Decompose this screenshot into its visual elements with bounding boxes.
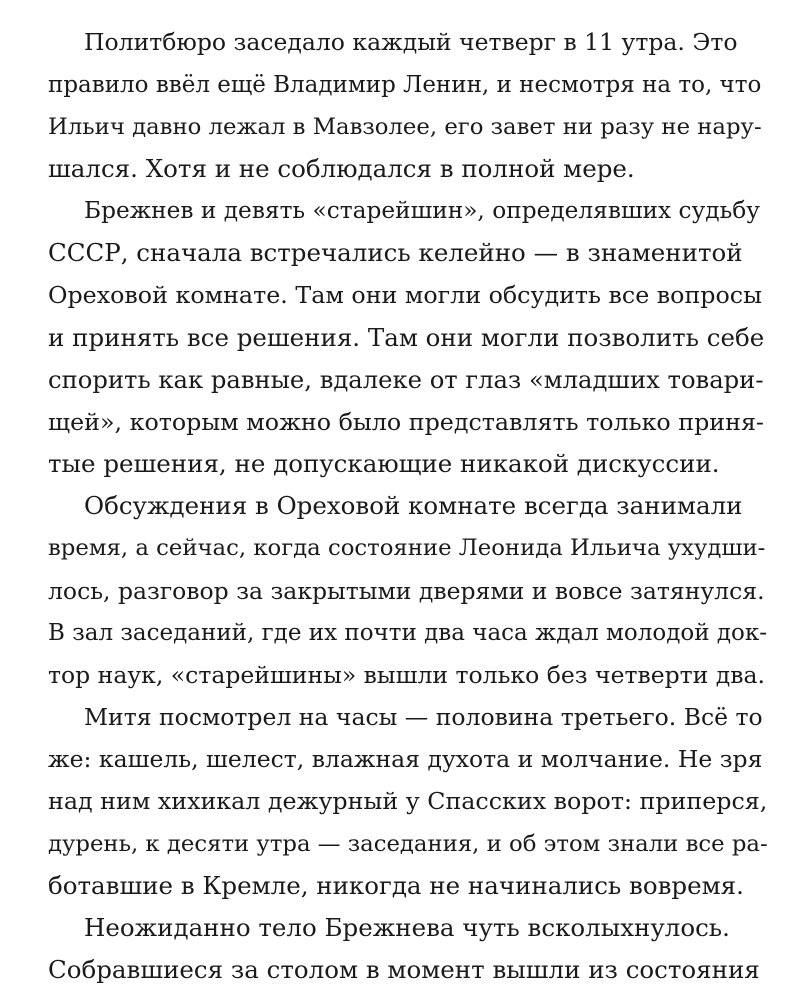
text-line-2: правило ввёл ещё Владимир Ленин, и несмотря на то, что: [48, 72, 762, 98]
text-line-22-paragraph-start: Неожиданно тело Брежнева чуть всколыхнулось.: [84, 913, 730, 942]
text-line-18: же: кашель, шелест, влажная духота и молчание. Не зря: [48, 745, 763, 773]
text-line-15: В зал заседаний, где их почти два часа ждал молодой док-: [48, 620, 768, 646]
text-line-1-paragraph-start: Политбюро заседало каждый четверг в 11 утра. Это: [84, 28, 738, 56]
text-line-16: тор наук, «старейшины» вышли только без четверти два.: [48, 661, 765, 689]
text-line-13: время, а сейчас, когда состояние Леонида Ильича ухудши-: [48, 535, 766, 561]
text-line-21: ботавшие в Кремле, никогда не начинались вовремя.: [48, 871, 744, 900]
text-line-20: дурень, к десяти утра — заседания, и об этом знали все ра-: [48, 831, 768, 857]
text-line-6: СССР, сначала встречались келейно — в знаменитой: [48, 238, 743, 267]
text-line-9: спорить как равные, вдалеке от глаз «младших товари-: [48, 365, 764, 394]
text-line-5-paragraph-start: Брежнев и девять «старейшин», определявших судьбу: [84, 197, 760, 224]
text-line-17-paragraph-start: Митя посмотрел на часы — половина третьего. Всё то: [84, 703, 763, 731]
text-line-23: Собравшиеся за столом в момент вышли из состояния: [48, 955, 760, 984]
text-line-11: тые решения, не допускающие никакой дискуссии.: [48, 449, 720, 478]
text-line-19: над ним хихикал дежурный у Спасских ворот: приперся,: [48, 787, 768, 815]
text-line-12-paragraph-start: Обсуждения в Ореховой комнате всегда занимали: [84, 491, 743, 520]
text-line-7: Ореховой комнате. Там они могли обсудить все вопросы: [48, 281, 763, 309]
text-line-4: шался. Хотя и не соблюдался в полной мере.: [48, 154, 635, 183]
text-line-8: и принять все решения. Там они могли позволить себе: [48, 323, 765, 352]
text-line-3: Ильич давно лежал в Мавзолее, его завет ни разу не нару-: [48, 114, 762, 140]
text-line-10: щей», которым можно было представлять только приня-: [48, 408, 764, 436]
text-line-14: лось, разговор за закрытыми дверями и вовсе затянулся.: [48, 577, 765, 605]
